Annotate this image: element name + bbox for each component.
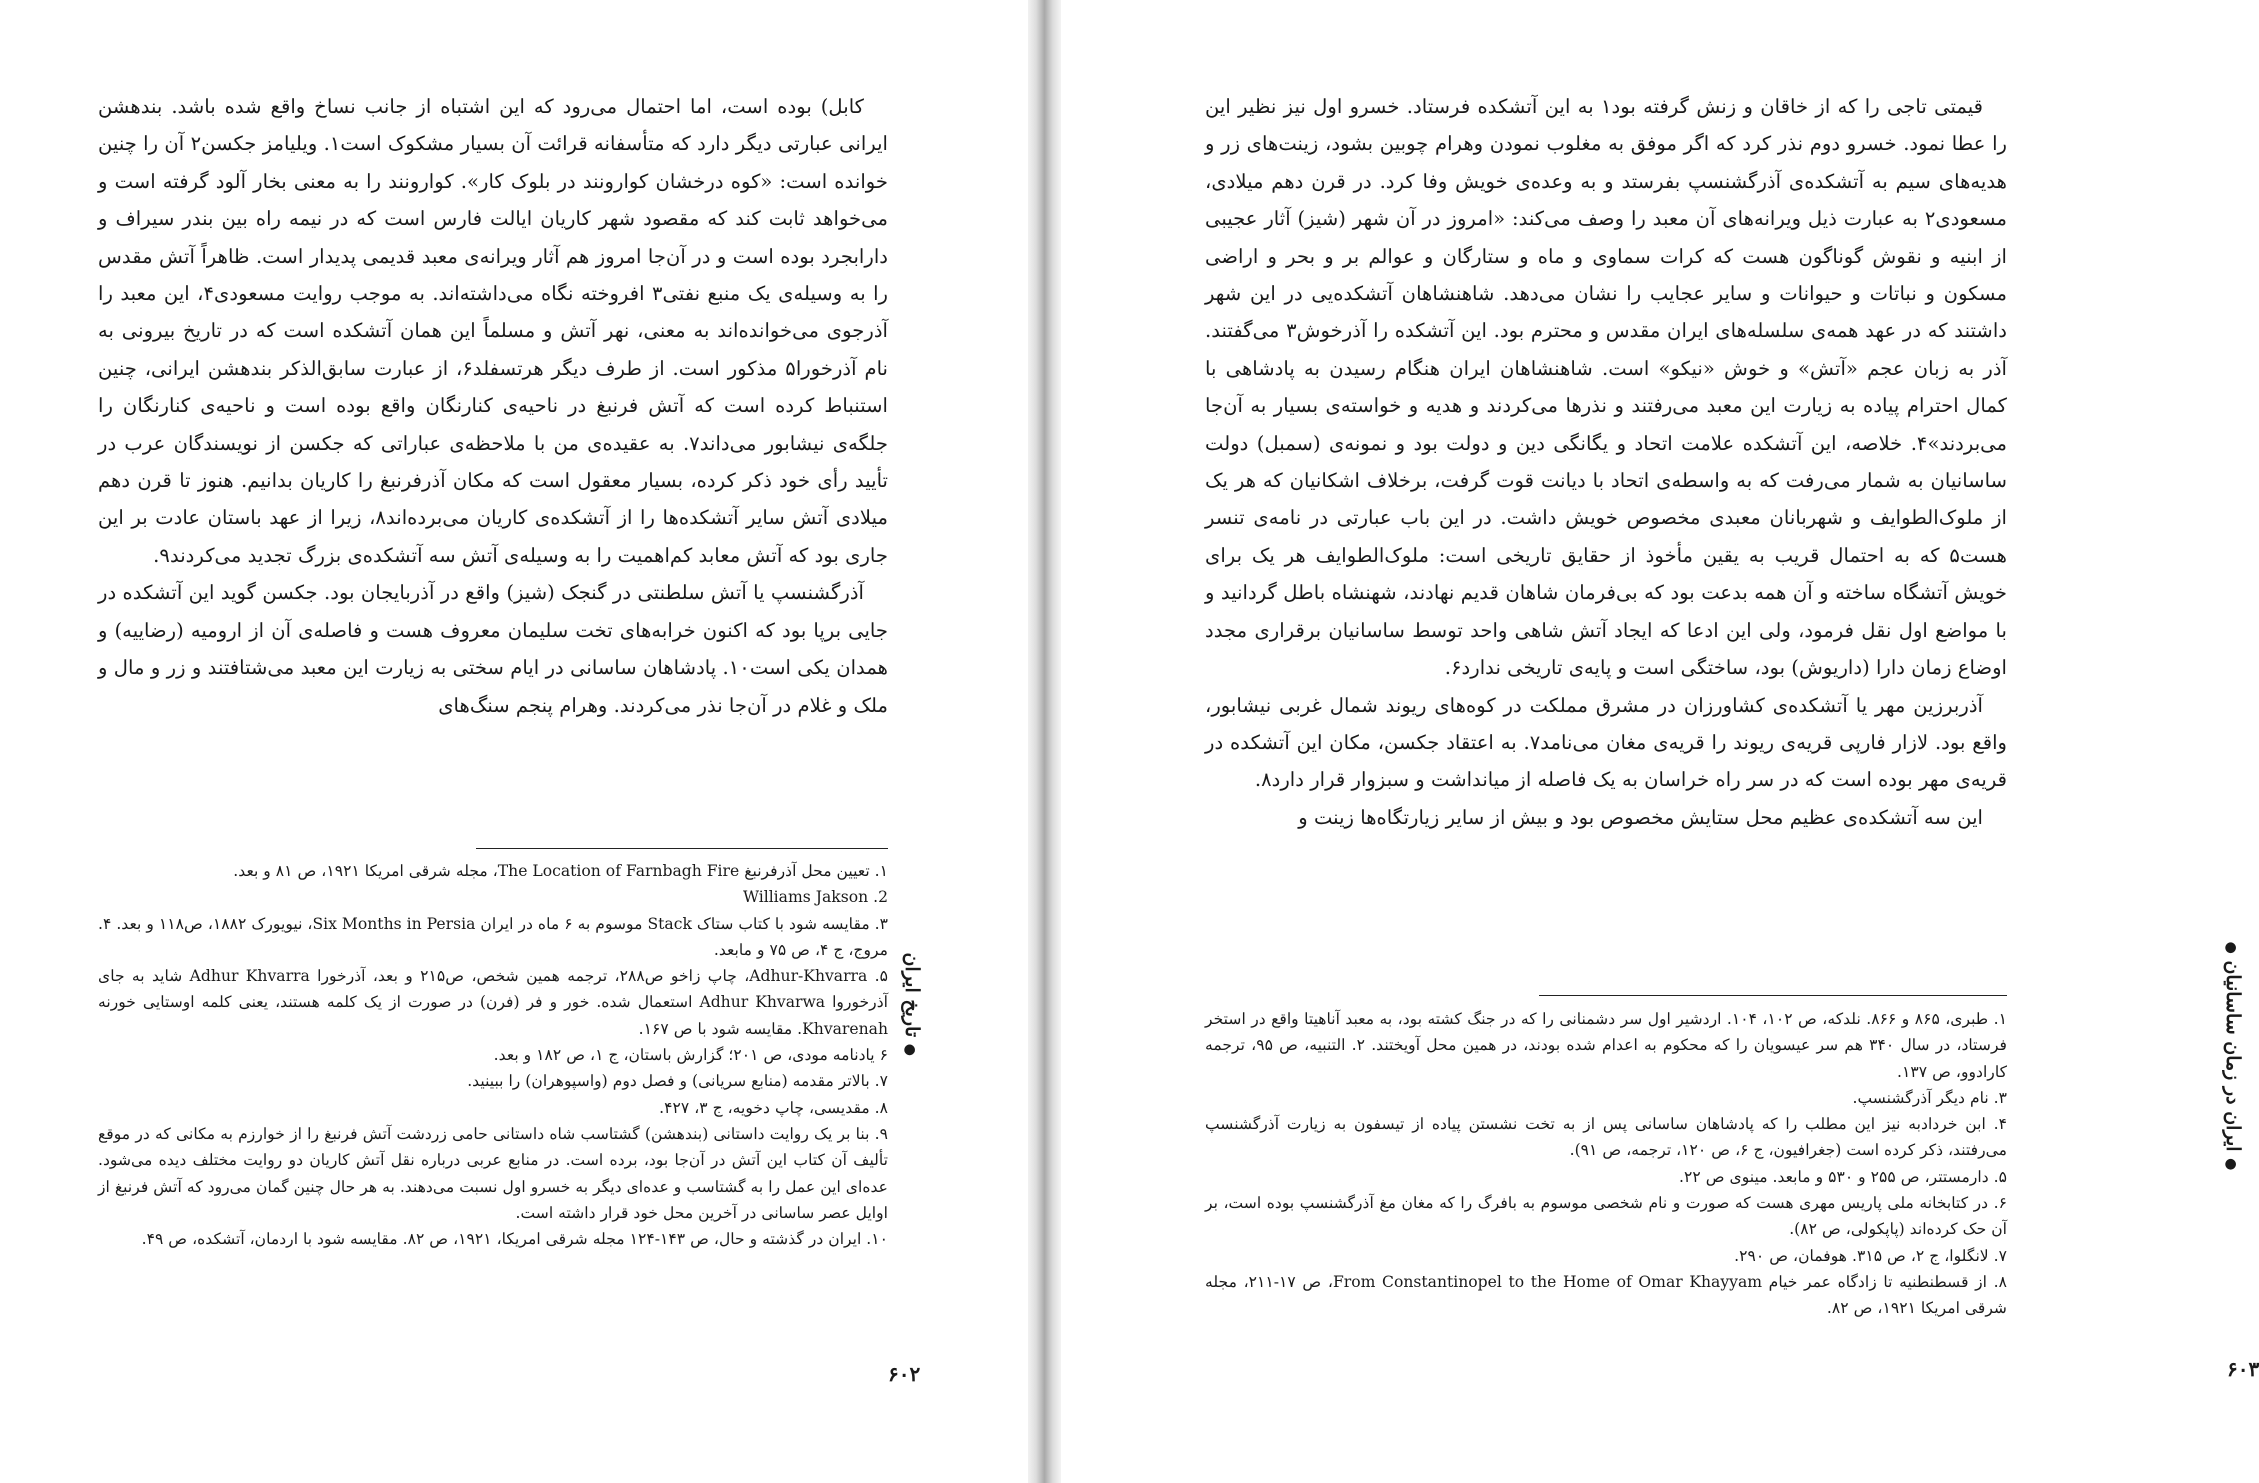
footnote: ۷. لانگلوا، ج ۲، ص ۳۱۵. هوفمان، ص ۲۹۰.: [1734, 1246, 2007, 1265]
footnote: ۸. از قسطنطنیه تا زادگاه عمر خیام From Constantinopel to the Home of Omar Khayyam، ص ۱۷-۲۱۱، مجله شرقی امریکا ۱۹۲۱، ص ۸۲.: [1205, 1272, 2007, 1318]
running-head: [2222, 936, 2244, 1176]
bullet-icon: ●: [2223, 1158, 2239, 1171]
left-footnotes: [98, 858, 888, 1398]
footnote: 2. Williams Jakson: [742, 888, 888, 907]
footnote: ۷. بالاتر مقدمه (منابع سریانی) و فصل دوم (واسپوهران) را ببینید.: [467, 1072, 888, 1091]
footnote: ۹. بنا بر یک روایت داستانی (بندهشن) گشتاسب شاه داستانی حامی زردشت آتش فرنبغ را از خوارزم به مکانی که در موقع تألیف آن کتاب این آتش در آن‌جا بود، برده است. در منابع عربی درباره نقل آتش کاریان دو روایت مختلف دیده می‌شود. عده‌ای این عمل را به گشتاسب و عده‌ای دیگر به خسرو اول نسبت می‌دهند. به هر حال چنین گمان می‌رود که آتش فرنبغ از اوایل عصر ساسانی در آخرین محل خود قرار داشته است.: [98, 1124, 888, 1222]
footnote: ۶. در کتابخانه ملی پاریس مهری هست که صورت و نام شخصی موسوم به بافرگ را که مغان مغ آذرگشنسپ بوده است، بر آن حک کرده‌اند (پاپکولی، ص ۸۲).: [1205, 1194, 2007, 1239]
footnote: ۱. تعیین محل آذرفرنبغ The Location of Farnbagh Fire، مجله شرقی امریکا ۱۹۲۱، ص ۸۱ و بعد.: [233, 862, 888, 880]
body-paragraph: آذربرزین مهر یا آتشکده‌ی کشاورزان در مشرق مملکت در کوه‌های ریوند شمال غربی نیشابور، واقع بود. لازار فارپی قریه‌ی ریوند را قریه‌ی مغان می‌نامد۷. به اعتقاد جکسن، مکان این آتشکده در قریه‌ی مهر بوده است که در سر راه خراسان به یک فاصله از میانداشت و سبزوار قرار دارد۸.: [1205, 693, 2008, 792]
footnote: ۵. دارمستتر، ص ۲۵۵ و ۵۳۰ و مابعد. مینوی ص ۲۲.: [1679, 1167, 2007, 1186]
footnote: ۱۰. ایران در گذشته و حال، ص ۱۴۳-۱۲۴ مجله شرقی امریکا، ۱۹۲۱، ص ۸۲. مقایسه شود با اردمان، آتشکده، ص ۴۹.: [141, 1230, 888, 1249]
footnote: ۳. مقایسه شود با کتاب ستاک Stack موسوم به ۶ ماه در ایران Six Months in Persia، نیویورک ۱۸۸۲، ص۱۱۸ و بعد. ۴. مروج، ج ۴، ص ۷۵ و مابعد.: [98, 914, 889, 959]
footnote: ۱. طبری، ۸۶۵ و ۸۶۶. نلدکه، ص ۱۰۲، ۱۰۴. اردشیر اول سر دشمنانی را که در جنگ کشته بود، به معبد آناهیتا واقع در استخر فرستاد، در سال ۳۴۰ هم سر عیسویان را که محکوم به اعدام شده بودند، در همین محل آویختند. ۲. التنبیه، ص ۹۵، ترجمه کارادوو، ص ۱۳۷.: [1205, 1010, 2007, 1081]
bullet-icon: ●: [902, 1043, 918, 1056]
running-head-text: تاریخ ایران: [901, 952, 923, 1038]
body-paragraph: قیمتی تاجی را که از خاقان و زنش گرفته بود۱ به این آتشکده فرستاد. خسرو اول نیز نظیر این را عطا نمود. خسرو دوم نذر کرد که اگر موفق به مغلوب نمودن وهرام چوبین بشود، زینت‌های زر و هدیه‌های سیم به آتشکده‌ی آذرگشنسپ بفرستد و به وعده‌ی خویش وفا کرد. در قرن دهم میلادی، مسعودی۲ به عبارت ذیل ویرانه‌های آن معبد را وصف می‌کند: «امروز در آن شهر (شیز) آثار عجیبی از ابنیه و نقوش گوناگون هست که کرات سماوی و ماه و ستارگان و عوالم بر و بحر و اراضی مسکون و نباتات و حیوانات و سایر عجایب را نشان می‌دهد. شاهنشاهان آتشکده‌یی در این شهر داشتند که در عهد همه‌ی سلسله‌های ایران مقدس و محترم بود. این آتشکده را آذرخوش۳ می‌گفتند. آذر به زبان عجم «آتش» و خوش «نیکو» است. شاهنشاهان ایران هنگام رسیدن به پادشاهی با کمال احترام پیاده به زیارت این معبد می‌رفتند و نذرها می‌کردند و هدیه و خواسته‌ی بسیار به آن‌جا می‌بردند»۴. خلاصه، این آتشکده علامت اتحاد و یگانگی دین و دولت بود و نمونه‌ی (سمبل) دولت ساسانیان به شمار می‌رفت که به واسطه‌ی اتحاد با دیانت قوت گرفت، برخلاف اشکانیان که هر یک از ملوک‌الطوایف و شهربانان معبدی مخصوص خویش داشت. در این باب عبارتی در نامه‌ی تنسر هست۵ که به احتمال قریب به یقین مأخوذ از حقایق تاریخی است: ملوک‌الطوایف هر یک برای خویش آتشگاه ساخته و آن همه بدعت بود که بی‌فرمان شاهان قدیم نهادند، شهنشاه باطل گردانید و با مواضع اول نقل فرمود، ولی این ادعا که ایجاد آتش شاهی واحد توسط ساسانیان برقراری مجدد اوضاع زمان دارا (داریوش) بود، ساختگی است و پایه‌ی تاریخی ندارد۶.: [1205, 95, 2007, 680]
right-body-text: [1205, 88, 2008, 829]
footnote-separator: [1539, 995, 2007, 996]
right-footnotes: [1205, 1006, 2007, 1396]
running-head-text: ایران در زمان ساسانیان: [2222, 960, 2244, 1152]
footnote: ۸. مقدیسی، چاپ دخویه، ج ۳، ۴۲۷.: [659, 1098, 888, 1117]
book-gutter: [1028, 0, 1061, 1483]
left-body-text: [98, 88, 888, 823]
footnote: ۳. نام دیگر آذرگشنسپ.: [1852, 1088, 2007, 1107]
footnote: ۴. ابن خردادبه نیز این مطلب را که پادشاهان ساسانی پس از به تخت نشستن پیاده از تیسفون به زیارت آذرگشنسپ می‌رفتند، ذکر کرده است (جغرافیون، ج ۶، ص ۱۲۰، ترجمه، ص ۹۱).: [1205, 1115, 2007, 1160]
left-page: [0, 0, 1028, 1483]
running-head: [901, 952, 923, 1056]
footnote: ۵. Adhur-Khvarra، چاپ زاخو ص۲۸۸، ترجمه همین شخص، ص۲۱۵ و بعد، آذرخورا Adhur Khvarra شاید به جای آذرخوروا Adhur Khvarwa استعمال شده. خور و فر (فرن) در صورت از یک کلمه هستند، یعنی کلمه اوستایی خورنه Khvarenah. مقایسه شود با ص ۱۶۷.: [98, 967, 888, 1038]
right-page: [1061, 0, 2259, 1483]
body-paragraph: آذرگشنسپ یا آتش سلطنتی در گنجک (شیز) واقع در آذربایجان بود. جکسن گوید این آتشکده در جایی برپا بود که اکنون خرابه‌های تخت سلیمان معروف هست و فاصله‌ی آن از ارومیه (رضاییه) و همدان یکی است۱۰. پادشاهان ساسانی در ایام سختی به زیارت این معبد می‌شتافتند و زر و مال و ملک و غلام در آن‌جا نذر می‌کردند. وهرام پنجم سنگ‌های: [98, 581, 888, 717]
page-number: ۶۰۲: [888, 1362, 921, 1386]
footnote: ۶ یادنامه مودی، ص ۲۰۱؛ گزارش باستان، ج ۱، ص ۱۸۲ و بعد.: [493, 1046, 888, 1065]
bullet-icon: ●: [2223, 941, 2239, 954]
footnote-separator: [476, 848, 888, 849]
body-paragraph: این سه آتشکده‌ی عظیم محل ستایش مخصوص بود و بیش از سایر زیارتگاه‌ها زینت و: [1298, 805, 1983, 829]
body-paragraph: کابل) بوده است، اما احتمال می‌رود که این اشتباه از جانب نساخ واقع شده باشد. بندهشن ایرانی عبارتی دیگر دارد که متأسفانه قرائت آن بسیار مشکوک است۱. ویلیامز جکسن۲ آن را چنین خوانده است: «کوه درخشان کوارونند در بلوک کار». کوارونند را به معنی بخار آلود گرفته است و می‌خواهد ثابت کند که مقصود شهر کاریان ایالت فارس است که در نیمه راه بین بندر سیراف و دارابجرد بوده است و در آن‌جا امروز هم آثار ویرانه‌ی معبد قدیمی پدیدار است. ظاهراً آتش مقدس را به وسیله‌ی یک منبع نفتی۳ افروخته نگاه می‌داشته‌اند. به موجب روایت مسعودی۴، این معبد را آذرجوی می‌خوانده‌اند به معنی، نهر آتش و مسلماً این همان آتشکده است که در تاریخ بیرونی به نام آذرخورا۵ مذکور است. از طرف دیگر هرتسفلد۶، از عبارت سابق‌الذکر بندهشن ایرانی، چنین استنباط کرده است که آتش فرنبغ در ناحیه‌ی کنارنگان واقع بوده است و ناحیه‌ی کنارنگان را جلگه‌ی نیشابور می‌داند۷. به عقیده‌ی من با ملاحظه‌ی عباراتی که جکسن از نویسندگان عرب در تأیید رأی خود ذکر کرده، بسیار معقول است که مکان آذرفرنبغ را کاریان بدانیم. هنوز تا قرن دهم میلادی آتش سایر آتشکده‌ها را از آتشکده‌ی کاریان می‌برده‌اند۸، زیرا از عهد باستان عادت بر این جاری بود که آتش معابد کم‌اهمیت را به وسیله‌ی آتش سه آتشکده‌ی بزرگ تجدید می‌کردند۹.: [98, 95, 889, 567]
page-number: ۶۰۳: [2227, 1357, 2259, 1381]
